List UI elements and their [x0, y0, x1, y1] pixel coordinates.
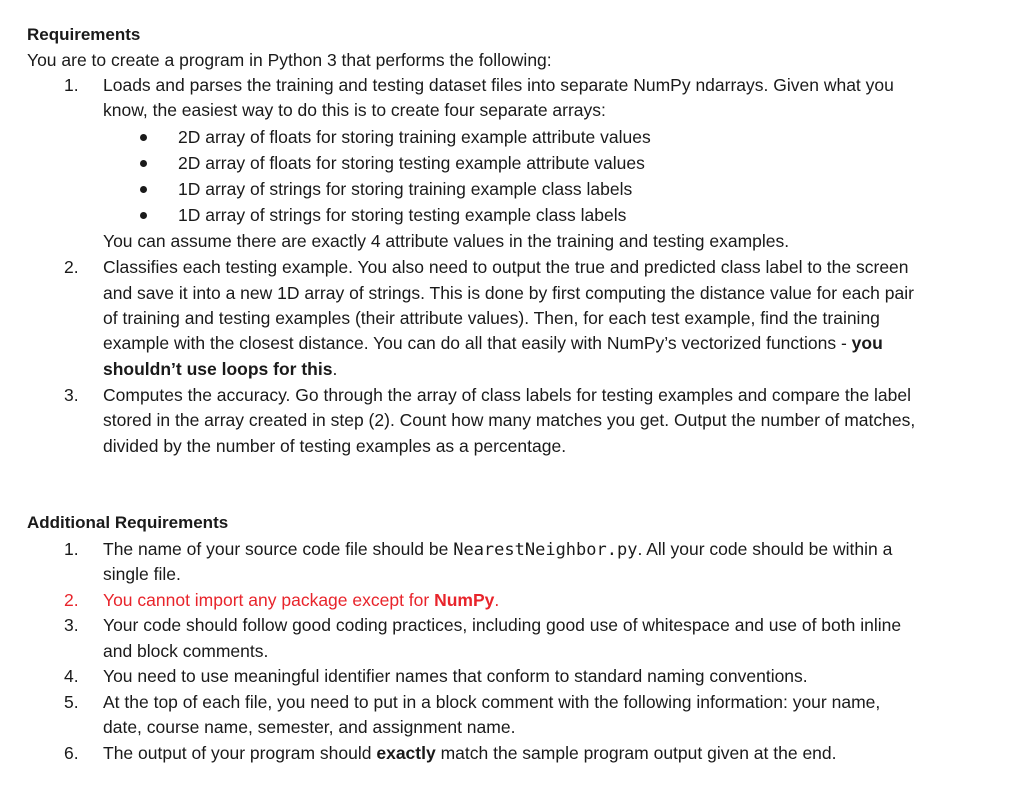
add-item-2-number: 2. — [64, 590, 79, 610]
req-item-2-line-3: of training and testing examples (their attribute values). Then, for each test example, find the training — [103, 308, 880, 328]
add-item-1-line-2: single file. — [103, 564, 181, 584]
bullet-icon — [140, 212, 147, 219]
add-item-2-line-1 — [103, 588, 499, 612]
add-item-1-number: 1. — [64, 539, 79, 559]
req-item-1-number: 1. — [64, 75, 79, 95]
add-item-5-number: 5. — [64, 692, 79, 712]
add-item-3-number: 3. — [64, 615, 79, 635]
req-item-3-line-1: Computes the accuracy. Go through the array of class labels for testing examples and compare the label — [103, 385, 912, 405]
add-item-6-text-end: match the sample program output given at the end. — [435, 743, 837, 763]
add-item-1-filename: NearestNeighbor.py — [453, 540, 638, 560]
requirements-heading: Requirements — [27, 25, 141, 44]
req-item-2-line-5-bold: shouldn’t use loops for this — [103, 359, 333, 379]
add-item-6-text: The output of your program should — [103, 743, 377, 763]
req-item-1-bullet-3: 1D array of strings for storing training example class labels — [178, 179, 633, 199]
bullet-icon — [140, 134, 147, 141]
req-item-1-line-2: know, the easiest way to do this is to create four separate arrays: — [103, 100, 606, 120]
req-item-2-number: 2. — [64, 257, 79, 277]
add-item-6-bold: exactly — [376, 743, 436, 763]
req-item-1-bullet-4: 1D array of strings for storing testing example class labels — [178, 205, 627, 225]
req-item-2-line-1: Classifies each testing example. You also need to output the true and predicted class label to the screen — [103, 257, 909, 277]
add-item-4-line-1: You need to use meaningful identifier names that conform to standard naming conventions. — [103, 666, 808, 686]
add-item-3-line-2: and block comments. — [103, 641, 269, 661]
req-item-1-line-1: Loads and parses the training and testing dataset files into separate NumPy ndarrays. Given what you — [103, 75, 894, 95]
req-item-2-line-4-bold: you — [851, 333, 883, 353]
req-item-2-line-2: and save it into a new 1D array of strings. This is done by first computing the distance value for each pair — [103, 283, 914, 303]
add-item-2-text-end: . — [494, 590, 500, 610]
add-item-5-line-2: date, course name, semester, and assignment name. — [103, 717, 516, 737]
add-item-2-text: You cannot import any package except for — [103, 590, 435, 610]
add-item-1-text: The name of your source code file should be — [103, 539, 454, 559]
req-item-3-line-3: divided by the number of testing examples as a percentage. — [103, 436, 567, 456]
add-item-6-number: 6. — [64, 743, 79, 763]
requirements-intro: You are to create a program in Python 3 that performs the following: — [27, 50, 552, 70]
bullet-icon — [140, 160, 147, 167]
add-item-5-line-1: At the top of each file, you need to put in a block comment with the following information: your name, — [103, 692, 881, 712]
add-item-6-line-1 — [103, 741, 837, 765]
req-item-2-line-4-text: example with the closest distance. You can do all that easily with NumPy’s vectorized functions - — [103, 333, 852, 353]
req-item-2-line-4 — [103, 331, 883, 355]
req-item-2-line-5 — [103, 357, 337, 381]
req-item-1-bullet-2: 2D array of floats for storing testing example attribute values — [178, 153, 645, 173]
add-item-1-text-end: . All your code should be within a — [637, 539, 893, 559]
add-item-3-line-1: Your code should follow good coding practices, including good use of whitespace and use of both inline — [103, 615, 902, 635]
additional-requirements-heading: Additional Requirements — [27, 513, 229, 532]
req-item-3-number: 3. — [64, 385, 79, 405]
add-item-1-line-1 — [103, 537, 892, 562]
req-item-1-line-3: You can assume there are exactly 4 attribute values in the training and testing examples. — [103, 231, 790, 251]
add-item-4-number: 4. — [64, 666, 79, 686]
add-item-2-bold: NumPy — [434, 590, 495, 610]
bullet-icon — [140, 186, 147, 193]
req-item-2-line-5-text: . — [332, 359, 338, 379]
req-item-3-line-2: stored in the array created in step (2). Count how many matches you get. Output the number of matches, — [103, 410, 916, 430]
req-item-1-bullet-1: 2D array of floats for storing training example attribute values — [178, 127, 651, 147]
